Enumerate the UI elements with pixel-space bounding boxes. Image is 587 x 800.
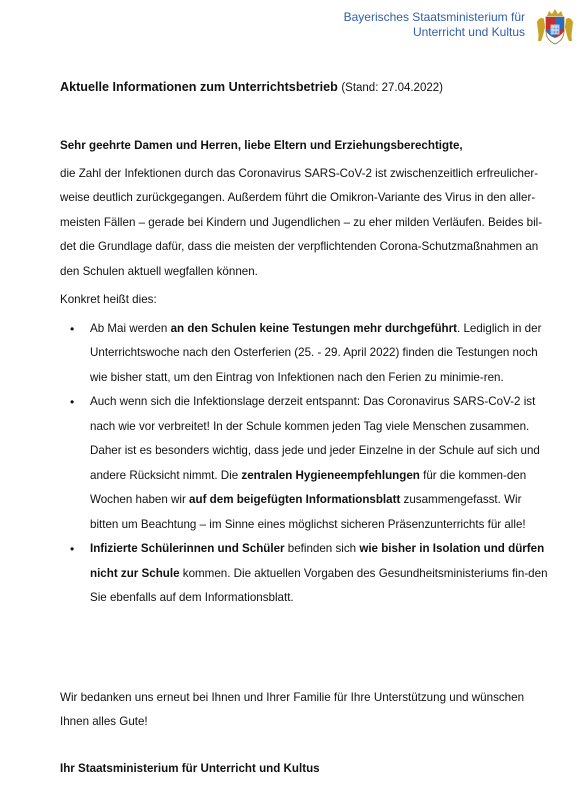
bullet-icon: • [70,395,75,409]
list-item-text: zusammengefasst. Wir bitten um Beachtung – im Sinne eines möglichst sicheren Präsenzunterrichts für alle! [90,493,526,531]
letter-body [60,134,550,611]
title-date: (Stand: 27.04.2022) [341,82,443,94]
list-item-text: kommen. Die aktuellen Vorgaben des Gesundheitsministeriums fin-den Sie ebenfalls auf dem Informationsblatt. [90,566,548,604]
konkret-line: Konkret heißt dies: [60,293,157,306]
closing-paragraph: Wir bedanken uns erneut bei Ihnen und Ihrer Familie für Ihre Unterstützung und wünschen Ihnen alles Gute! [60,690,525,729]
bullet-list [60,317,550,611]
ministry-name-line2: Unterricht und Kultus [412,25,525,39]
list-item-bold: zentralen Hygieneempfehlungen [241,468,420,482]
bavarian-coat-of-arms-icon [535,8,575,48]
page-title [60,80,560,94]
list-item-bold: auf dem beigefügten Informationsblatt [189,493,401,506]
ministry-name [344,10,525,40]
list-item-text: für die kommen-den Wochen haben wir [90,468,527,506]
bullet-icon: • [70,542,75,556]
list-item [60,390,550,537]
list-item-text: befinden sich [284,542,360,555]
title-main: Aktuelle Informationen zum Unterrichtsbetrieb [60,80,338,94]
ministry-name-line1: Bayerisches Staatsministerium für [343,10,525,24]
letterhead [344,8,575,48]
list-item-bold: an den Schulen keine Testungen mehr durchgeführt [170,321,458,335]
list-item-text: Ab Mai werden [90,321,171,335]
list-item [60,317,550,391]
salutation: Sehr geehrte Damen und Herren, liebe Eltern und Erziehungsberechtigte, [60,139,463,152]
list-item-text: Auch wenn sich die Infektionslage derzeit entspannt: Das Coronavirus SARS-CoV-2 ist nach wie vor verbreitet! In der Schule kommen jeden Tag viele Menschen zusammen. Daher ist es besonders wichtig, dass jede und jeder Einzelne in der Schule auf sich und andere Rücksicht nimmt. Die [90,395,540,482]
list-item-text: . Lediglich in der Unterrichtswoche nach den Osterferien (25. - 29. April 2022) finden die Testungen noch wie bisher statt, um den Eintrag von Infektionen nach den Ferien zu minimie-ren. [90,321,542,384]
list-item-bold: wie bisher in Isolation und dürfen nicht zur Schule [90,542,545,580]
intro-paragraph: die Zahl der Infektionen durch das Coronavirus SARS-CoV-2 ist zwischenzeitlich erfreulicher-weise deutlich zurückgegangen. Außerdem führt die Omikron-Variante des Virus in den aller-meisten Fällen – gerade bei Kindern und Jugendlichen – zu eher milden Verläufen. Beides bil-det die Grundlage dafür, dass die meisten der verpflichtenden Corona-Schutzmaßnahmen an den Schulen aktuell wegfallen können. [60,166,543,278]
signature: Ihr Staatsministerium für Unterricht und Kultus [60,762,320,775]
bullet-icon: • [70,321,75,336]
list-item [60,537,550,611]
list-item-bold: Infizierte Schülerinnen und Schüler [90,542,285,555]
